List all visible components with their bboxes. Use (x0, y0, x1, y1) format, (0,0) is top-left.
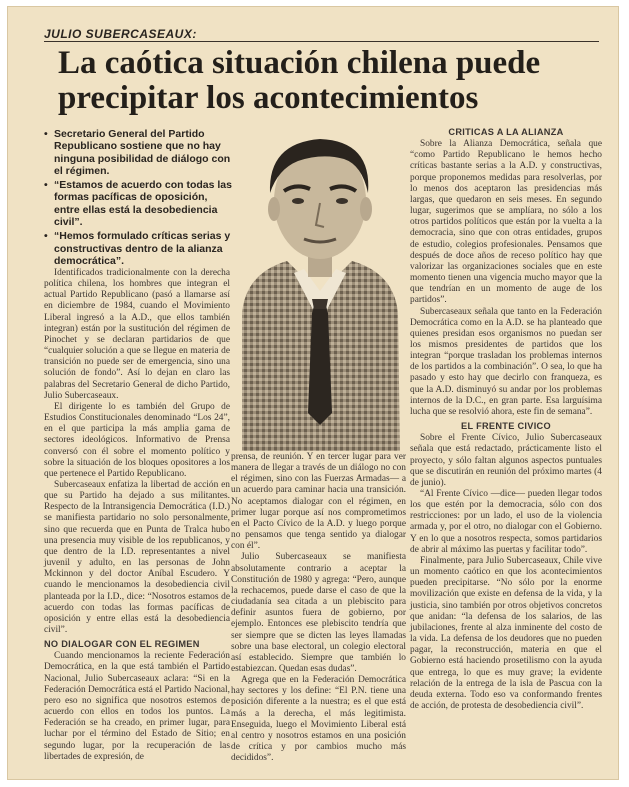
summary-bullet: • “Estamos de acuerdo con todas las formas pacíficas de oposición, entre ellas está la desobediencia civil”. (44, 179, 232, 229)
summary-bullet: • Secretario General del Partido Republicano sostiene que no hay ninguna posibilidad de diálogo con el régimen. (44, 128, 231, 177)
paragraph: Identificados tradicionalmente con la derecha política chilena, los hombres que integran el actual Partido Republicano (pasó a llamarse así en diciembre de 1984, cuando el Movimiento Liberal ingresó a la A.D., que ellos también integran) están por la sustitución del régimen de Pinochet y se declaran partidarios de que “cualquier solución a que se llegue en materia de transición no puede ser de emergencia, sino una solución de fondo”. Así lo dejan en claro las palabras del Secretario General de dicho Partido, Julio Subercaseaux. (44, 268, 230, 401)
summary-bullet: • “Hemos formulado críticas serias y constructivas dentro de la alianza democrática”. (44, 230, 231, 267)
headline: La caótica situación chilena puede precipitar los acontecimientos (58, 45, 541, 116)
section-subheading: CRITICAS A LA ALIANZA (448, 127, 564, 137)
byline-rule (44, 41, 599, 42)
paragraph: Cuando mencionamos la reciente Federación Democrática, en la que está también el Partido Nacional, Julio Subercaseaux aclara: “Si en la Federación Democrática está el Partido Nacional, pero eso no significa que nosotros estemos de acuerdo con ellos en todos los puntos. La Federación se ha creado, en primer lugar, para luchar por el término del Estado de Sitio; en segundo lugar, por la recuperación de las libertades de expresión, de (44, 651, 230, 762)
section-subheading: NO DIALOGAR CON EL REGIMEN (44, 639, 200, 650)
paragraph: Sobre el Frente Cívico, Julio Subercaseaux señala que está redactado, prácticamente listo el proyecto, y sólo faltan algunos aspectos puntuales que se discutirán en reunión del próximo martes (4 de junio). (410, 433, 602, 488)
paragraph: Subercaseaux enfatiza la libertad de acción en que su Partido ha dejado a sus militantes. Respecto de la Intransigencia Democrática (I.D.) se manifiesta partidario no solo personalmente, sino que recuerda que en Punta de Tralca hubo una presencia muy visible de los republicanos, y que dentro de la I.D. representantes a nivel juvenil y adulto, en las personas de John Mckinnon y del doctor Aníbal Escudero. Y cuando le mencionamos la desobediencia civil planteada por la I.D., dice: “Nosotros estamos de acuerdo con todas las formas pacíficas de oposición y entre ellas está la desobediencia civil”. (44, 479, 230, 635)
paragraph: El dirigente lo es también del Grupo de Estudios Constitucionales denominado “Los 24”, en el que participa la más amplia gama de sectores ideológicos. Informativo de Prensa conversó con él sobre el momento político y sobre la situación de los bloques opositores a los que pertenece el Partido Republicano. (44, 401, 230, 479)
article-column-3 (410, 124, 602, 712)
bullet-dot-icon: • (44, 128, 48, 140)
paragraph: Agrega que en la Federación Democrática hay sectores y los define: “El P.N. tiene una posición diferente a la nuestra; es el que está más a la derecha, el más legitimista. Enseguida, luego el Movimiento Liberal está al centro y nosotros estamos en una posición de crítica y por cambios mucho más decididos”. (231, 675, 406, 764)
paragraph: Sobre la Alianza Democrática, señala que “como Partido Republicano le hemos hecho críticas bastante serias a la A.D. y constructivas, porque proponemos medidas para resolverlas, por lo menos dos aceptaron las presidencias más largas, que quedaron en seis meses. En segundo lugar, sugerimos que se amplíara, no sólo a los otros partidos políticos que están por la vuelta a la democracia, sino que con otras entidades, grupos de estudio, colegios profesionales. Pensamos que después de doce años de receso político hay que valorizar las organizaciones sociales que en este momento tienen una vigencia mucho mayor que la que tendrían en un momento de auge de los partidos”. (410, 139, 602, 306)
portrait-photo (232, 123, 406, 451)
article-column-1 (44, 268, 230, 763)
paragraph: Subercaseaux señala que tanto en la Federación Democrática como en la A.D. se ha planteado que quienes presidan esos organismos no puedan ser los mismos presidentes de partidos que los integran “porque trasladan los problemas internos de los partidos a la combinación”. O sea, lo que ha pasado y esto hay que decirlo con franqueza, es que la A.D. disminuyó su andar por los problemas internos de la D.C., en gran parte. Esa larguísima lucha que se resolvió ahora, este fin de semana”. (410, 306, 602, 417)
bullet-dot-icon: • (44, 179, 48, 192)
paragraph: “Al Frente Cívico —dice— pueden llegar todos los que estén por la democracia, sólo con dos restricciones: por un lado, el uso de la violencia armada y, por el otro, no dialogar con el Gobierno. Y en lo que a nosotros respecta, somos partidarios de abrir al máximo las puertas y facilitar todo”. (410, 489, 602, 555)
summary-bullets (44, 128, 234, 269)
paragraph: prensa, de reunión. Y en tercer lugar para ver manera de llegar a través de un diálogo no con el régimen, sino con las Fuerzas Armadas— a un acuerdo para caminar hacia una transición. No aceptamos dialogar con el régimen, en primer lugar porque así nos comprometimos en el Pacto Cívico de la A.D. y luego porque no pensamos que tenga sentido ya dialogar con él”. (231, 452, 406, 552)
paragraph: Finalmente, para Julio Subercaseaux, Chile vive un momento caótico en que los acontecimientos pueden precipitarse. “No sólo por la enorme movilización que existe en defensa de la vida, y la justicia, sino también por otros objetivos concretos que anidan: “la defensa de los salarios, de las jubilaciones, frente al alza inminente del costo de la vida. La defensa de los deudores que no pueden pagar, la reconstrucción, materia en que el Gobierno está haciendo prosetilismo con la ayuda que entrega, lo que es muy grave; la evidente relación de la entrega de la isla de Pascua con la deuda externa. Todo eso va conformando frentes de acción, de protesta de desobediencia civil”. (410, 555, 602, 711)
article-column-2 (231, 452, 406, 764)
byline: JULIO SUBERCASEAUX: (44, 27, 197, 41)
bullet-dot-icon: • (44, 230, 48, 243)
section-subheading: EL FRENTE CIVICO (461, 421, 551, 432)
paragraph: Julio Subercaseaux se manifiesta absolutamente contrario a aceptar la Constitución de 1980 y agrega: “Pero, aunque la rechacemos, puede darse el caso de que la ciudadanía sea citada a un plebiscito para definir asuntos fuera de gobierno, por ejemplo. Entonces ese plebiscito tendría que ser siempre que se dicten las leyes llamadas sobre una base electoral, un colegio electoral así establecido. Siempre que también lo estabiezcan. Quedan esas dudas”. (231, 552, 406, 674)
